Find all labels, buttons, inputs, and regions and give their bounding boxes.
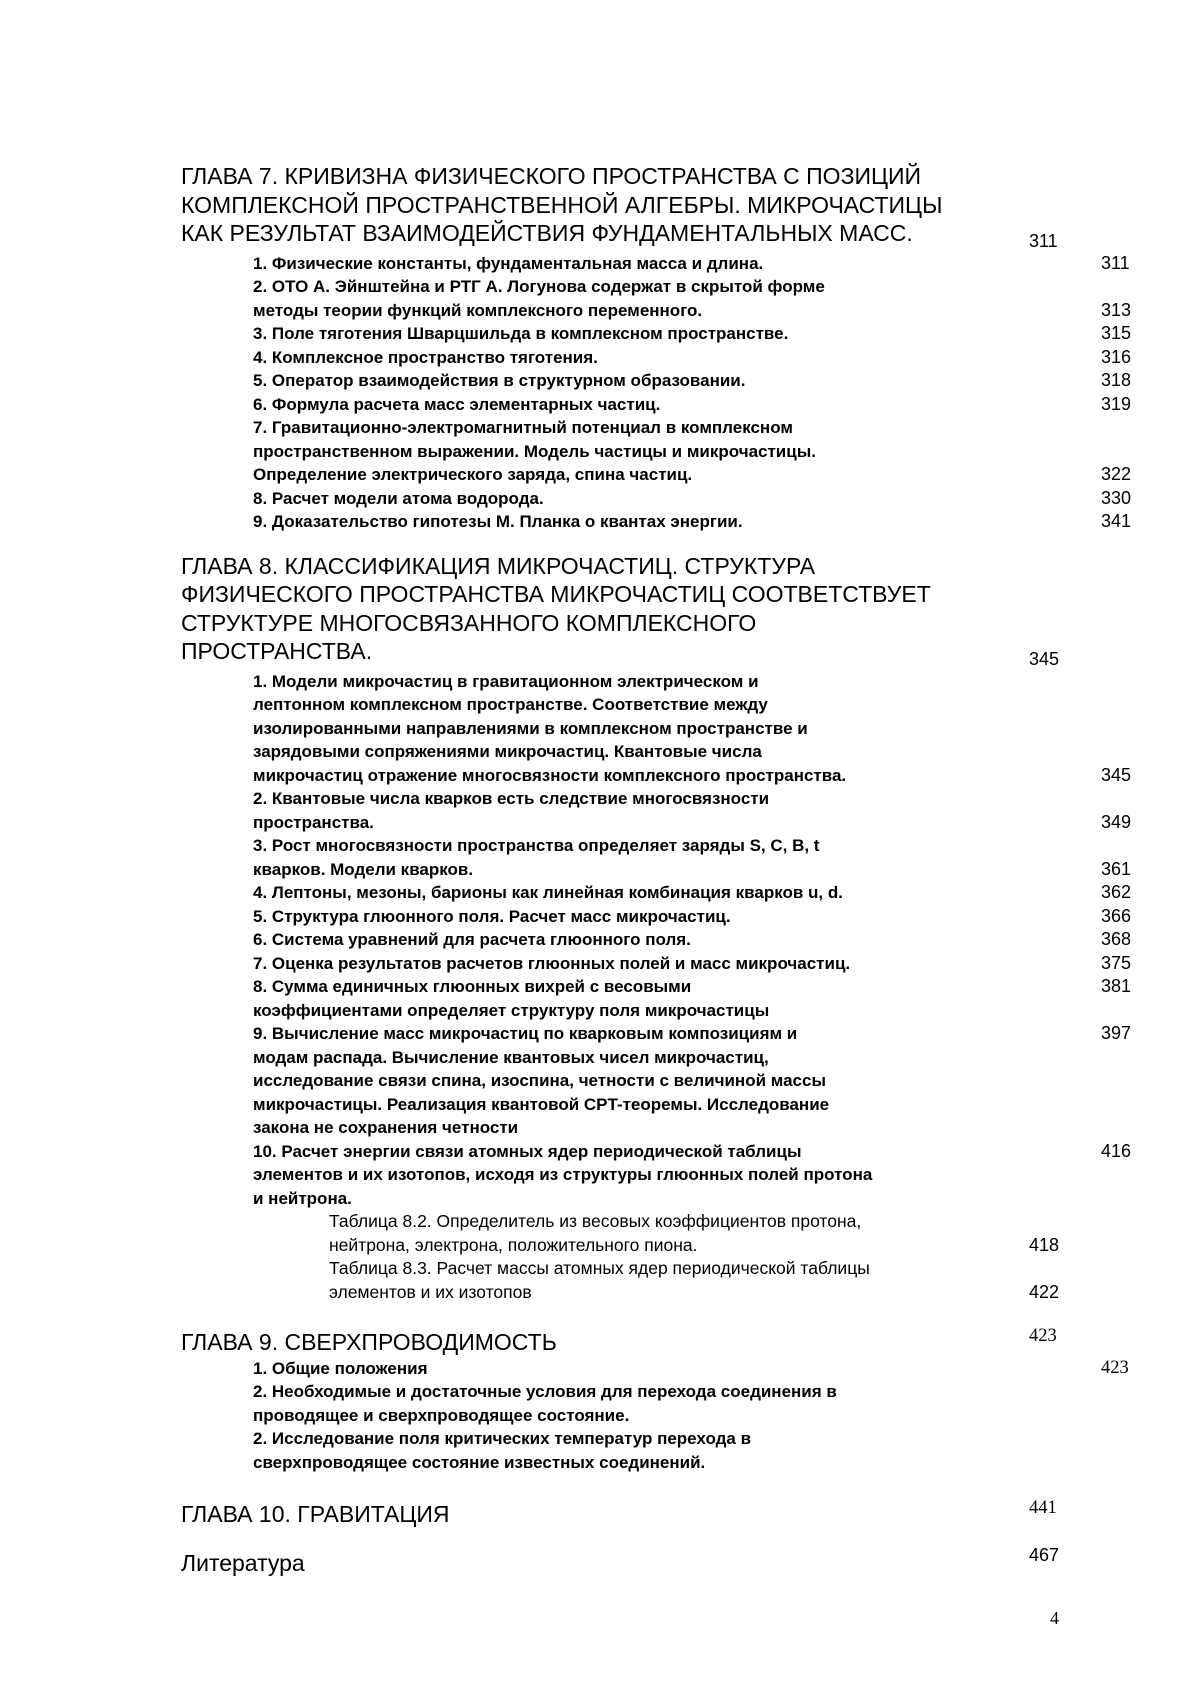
table-of-contents bbox=[181, 162, 1132, 1577]
toc-entry bbox=[253, 369, 1132, 393]
subentry-page-number: 418 bbox=[1029, 1234, 1060, 1255]
toc-entry bbox=[253, 1022, 1132, 1140]
entry-title: 8. Расчет модели атома водорода. bbox=[253, 488, 544, 508]
chapter-10 bbox=[181, 1494, 1071, 1529]
entry-title: 3. Поле тяготения Шварцшильда в комплексном пространстве. bbox=[253, 324, 789, 343]
entry-title: 9. Вычисление масс микрочастиц по кварковым композициям и модам распада. Вычисление квантовых чисел микрочастиц, исследование связи спина, изоспина, четности с величиной массы микрочастицы. Реализация квантовой CPT-теоремы. Исследование закона не сохранения четности bbox=[253, 1024, 830, 1137]
toc-subentry bbox=[329, 1210, 1071, 1257]
chapter-title: ГЛАВА 7. КРИВИЗНА ФИЗИЧЕСКОГО ПРОСТРАНСТВА С ПОЗИЦИЙ КОМПЛЕКСНОЙ ПРОСТРАНСТВЕННОЙ АЛГЕБРЫ. МИКРОЧАСТИЦЫ КАК РЕЗУЛЬТАТ ВЗАИМОДЕЙСТВИЯ ФУНДАМЕНТАЛЬНЫХ МАСС. bbox=[181, 163, 943, 246]
entry-title: 3. Рост многосвязности пространства определяет заряды S, C, B, t кварков. Модели кварков. bbox=[253, 836, 820, 879]
entry-page-number: 316 bbox=[1101, 346, 1132, 367]
entry-page-number: 330 bbox=[1101, 487, 1132, 508]
entry-title: 5. Оператор взаимодействия в структурном образовании. bbox=[253, 371, 746, 390]
toc-entry bbox=[253, 1140, 1132, 1211]
toc-entry bbox=[253, 670, 1132, 788]
entry-title: 2. ОТО А. Эйнштейна и РТГ А. Логунова содержат в скрытой форме методы теории функций комплексного переменного. bbox=[253, 277, 825, 320]
toc-subentry bbox=[329, 1257, 1071, 1304]
chapter-title: ГЛАВА 9. СВЕРХПРОВОДИМОСТЬ bbox=[181, 1329, 557, 1355]
entry-title: 10. Расчет энергии связи атомных ядер периодической таблицы элементов и их изотопов, исходя из структуры глюонных полей протона и нейтрона. bbox=[253, 1141, 873, 1208]
entry-page-number: 345 bbox=[1101, 764, 1132, 785]
toc-entry bbox=[253, 322, 1132, 346]
toc-entry bbox=[253, 252, 1130, 276]
references-heading bbox=[181, 1543, 1071, 1578]
chapter-heading bbox=[181, 1494, 1071, 1529]
entry-page-number: 381 bbox=[1101, 976, 1132, 996]
chapter-8 bbox=[181, 552, 1132, 1305]
chapter-heading bbox=[181, 162, 1071, 251]
entry-page-number: 311 bbox=[1101, 252, 1130, 273]
entry-title: 1. Модели микрочастиц в гравитационном электрическом и лептонном комплексном пространстве. Соответствие между изолированными направлениями в комплексном пространстве и зарядовыми сопряжениями микрочастиц. Квантовые числа микрочастиц отражение многосвязности комплексного пространства. bbox=[253, 671, 847, 785]
entry-title: 8. Сумма единичных глюонных вихрей с весовыми коэффициентами определяет структуру поля микрочастицы bbox=[253, 977, 770, 1020]
entry-title: 6. Формула расчета масс элементарных частиц. bbox=[253, 394, 661, 414]
entry-title: 4. Комплексное пространство тяготения. bbox=[253, 347, 598, 367]
entry-page-number: 423 bbox=[1101, 1357, 1129, 1378]
chapter-page-number: 441 bbox=[1029, 1498, 1057, 1518]
subentry-page-number: 422 bbox=[1029, 1281, 1060, 1302]
entry-page-number: 313 bbox=[1101, 299, 1132, 320]
toc-entry bbox=[253, 510, 1132, 534]
subentry-title: Таблица 8.2. Определитель из весовых коэффициентов протона, нейтрона, электрона, положительного пиона. bbox=[329, 1211, 862, 1255]
entry-title: 2. Квантовые числа кварков есть следствие многосвязности пространства. bbox=[253, 789, 770, 832]
toc-entry bbox=[253, 1427, 1071, 1474]
entry-page-number: 315 bbox=[1101, 323, 1132, 343]
toc-entry bbox=[253, 787, 1132, 834]
references-title: Литература bbox=[181, 1549, 305, 1576]
entry-title: 9. Доказательство гипотезы М. Планка о квантах энергии. bbox=[253, 512, 743, 531]
entry-title: 1. Физические константы, фундаментальная масса и длина. bbox=[253, 253, 764, 273]
entry-title: 6. Система уравнений для расчета глюонного поля. bbox=[253, 930, 691, 949]
chapter-9 bbox=[181, 1322, 1129, 1474]
toc-entry bbox=[253, 487, 1132, 511]
references-page-number: 467 bbox=[1029, 1544, 1060, 1565]
entry-page-number: 319 bbox=[1101, 393, 1132, 414]
entry-page-number: 322 bbox=[1101, 464, 1132, 484]
toc-entry bbox=[253, 881, 1132, 905]
entry-page-number: 318 bbox=[1101, 370, 1132, 390]
toc-entry bbox=[253, 928, 1132, 952]
toc-entry bbox=[253, 1357, 1129, 1381]
entry-title: 2. Необходимые и достаточные условия для перехода соединения в проводящее и сверхпроводящее состояние. bbox=[253, 1382, 837, 1425]
entry-page-number: 397 bbox=[1101, 1023, 1132, 1043]
chapter-title: ГЛАВА 8. КЛАССИФИКАЦИЯ МИКРОЧАСТИЦ. СТРУКТУРА ФИЗИЧЕСКОГО ПРОСТРАНСТВА МИКРОЧАСТИЦ СООТВЕТСТВУЕТ СТРУКТУРЕ МНОГОСВЯЗАННОГО КОМПЛЕКСНОГО ПРОСТРАНСТВА. bbox=[181, 552, 931, 664]
entry-page-number: 341 bbox=[1101, 511, 1132, 531]
entry-title: 2. Исследование поля критических температур перехода в сверхпроводящее состояние известных соединений. bbox=[253, 1429, 752, 1472]
toc-entry bbox=[253, 952, 1132, 976]
entry-page-number: 362 bbox=[1101, 882, 1132, 902]
toc-entry bbox=[253, 275, 1132, 322]
entry-title: 4. Лептоны, мезоны, барионы как линейная комбинация кварков u, d. bbox=[253, 883, 843, 902]
entry-title: 7. Гравитационно-электромагнитный потенциал в комплексном пространственном выражении. Модель частицы и микрочастицы. Определение электрического заряда, спина частиц. bbox=[253, 418, 816, 484]
references bbox=[181, 1543, 1071, 1578]
toc-entry bbox=[253, 416, 1132, 487]
entry-title: 5. Структура глюонного поля. Расчет масс микрочастиц. bbox=[253, 906, 731, 926]
chapter-page-number: 423 bbox=[1029, 1326, 1057, 1346]
entry-page-number: 349 bbox=[1101, 811, 1132, 832]
chapter-heading bbox=[181, 552, 1071, 669]
toc-entry bbox=[253, 393, 1132, 417]
entry-page-number: 361 bbox=[1101, 858, 1132, 879]
chapter-heading bbox=[181, 1322, 1071, 1357]
entry-page-number: 366 bbox=[1101, 905, 1132, 926]
toc-entry bbox=[253, 346, 1132, 370]
toc-entry bbox=[253, 1380, 1071, 1427]
toc-entry bbox=[253, 975, 1132, 1022]
chapter-page-number: 345 bbox=[1029, 648, 1060, 669]
entry-page-number: 368 bbox=[1101, 929, 1132, 949]
entry-page-number: 416 bbox=[1101, 1140, 1132, 1161]
entry-title: 7. Оценка результатов расчетов глюонных полей и масс микрочастиц. bbox=[253, 953, 851, 973]
toc-entry bbox=[253, 905, 1132, 929]
page-number: 4 bbox=[1050, 1608, 1059, 1628]
chapter-title: ГЛАВА 10. ГРАВИТАЦИЯ bbox=[181, 1501, 450, 1527]
chapter-7 bbox=[181, 162, 1132, 534]
subentry-title: Таблица 8.3. Расчет массы атомных ядер периодической таблицы элементов и их изотопов bbox=[329, 1258, 870, 1302]
chapter-page-number: 311 bbox=[1029, 230, 1058, 251]
entry-title: 1. Общие положения bbox=[253, 1358, 428, 1378]
entry-page-number: 375 bbox=[1101, 952, 1132, 973]
toc-entry bbox=[253, 834, 1132, 881]
